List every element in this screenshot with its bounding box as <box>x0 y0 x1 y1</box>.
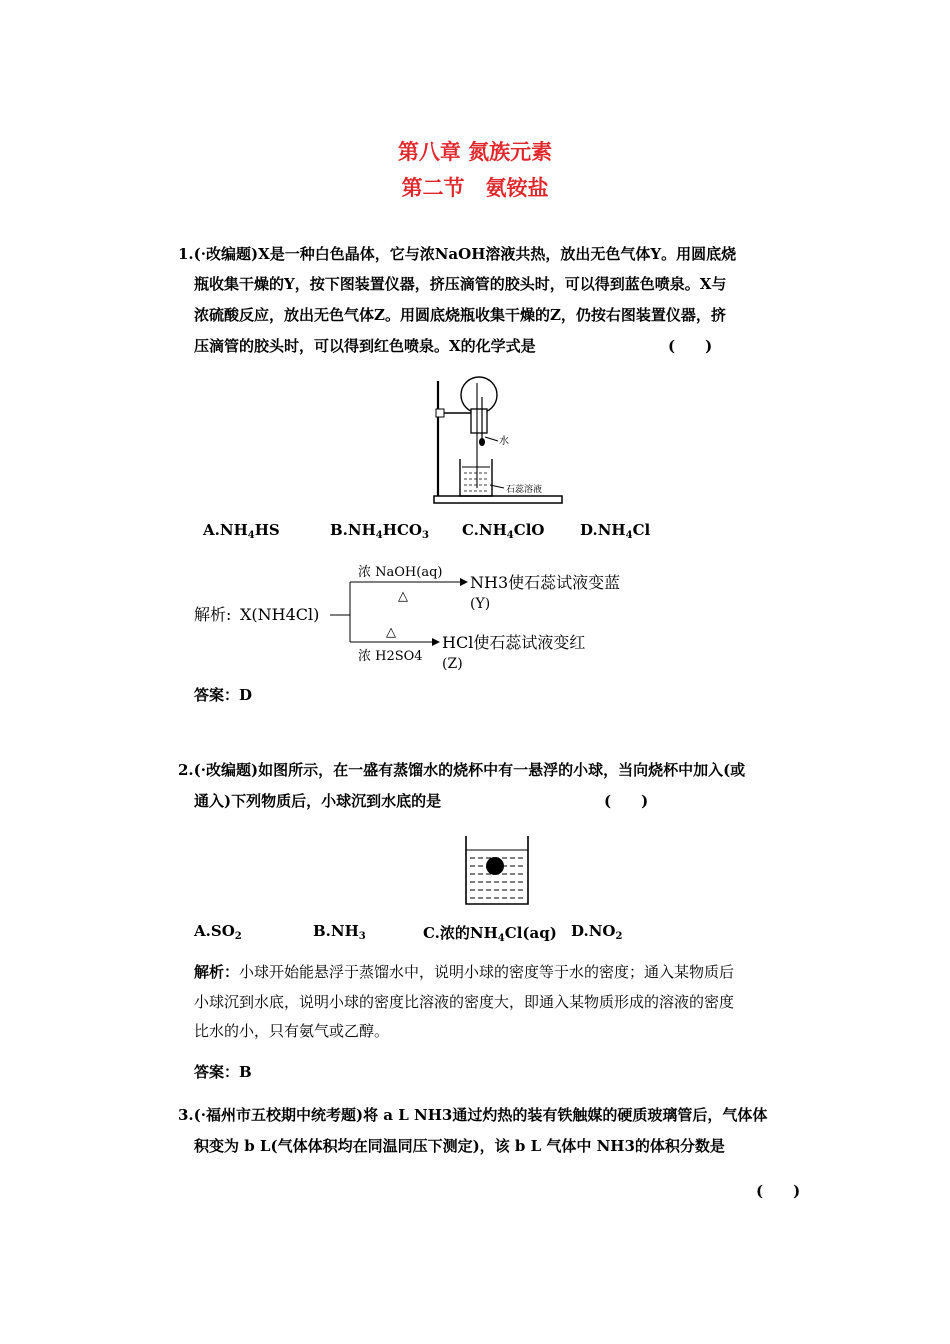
q2-analysis-line-1: 解析：小球开始能悬浮于蒸馏水中，说明小球的密度等于水的密度；通入某物质后 <box>194 963 735 981</box>
q1-line-1 <box>178 243 736 264</box>
solution-lines <box>464 473 488 491</box>
flask-neck <box>471 409 487 433</box>
top-label: (Y) <box>470 596 491 612</box>
floating-ball <box>486 857 504 875</box>
q2-option-d: $D.NO_2$ <box>571 922 623 942</box>
top-product: NH3使石蕊试液变蓝 <box>470 573 621 592</box>
q2-text-1: 如图所示，在一盛有蒸馏水的烧杯中有一悬浮的小球，当向烧杯中加入(或 <box>258 761 746 779</box>
q2-number: 2.(·改编题) <box>178 761 259 779</box>
q1-blank: ( ) <box>668 337 713 355</box>
q2-analysis-line-2: 小球沉到水底，说明小球的密度比溶液的密度大，即通入某物质形成的溶液的密度 <box>194 993 735 1011</box>
q1-number: 1.(·改编题) <box>178 245 259 263</box>
reactant-formula: X(NH4Cl) <box>240 605 320 624</box>
q1-line-2: 瓶收集干燥的Y，按下图装置仪器，挤压滴管的胶头时，可以得到蓝色喷泉。X与 <box>194 275 727 293</box>
bottom-product: HCl使石蕊试液变红 <box>442 633 586 652</box>
q2-option-a: $A.SO_2$ <box>194 922 242 942</box>
q3-line-1 <box>178 1104 767 1125</box>
fountain-apparatus-figure <box>424 375 594 510</box>
solution-label: 石蕊溶液 <box>506 485 543 495</box>
q3-text-1: 将 a L NH3通过灼热的装有铁触媒的硬质玻璃管后，气体体 <box>363 1106 768 1124</box>
q2-analysis-label: 解析： <box>194 963 240 981</box>
q3-blank: ( ) <box>756 1182 801 1200</box>
bottom-condition: 浓 H2SO4 <box>358 649 423 664</box>
q2-line-2: 通入)下列物质后，小球沉到水底的是 <box>194 792 442 810</box>
q1-option-a: $A.NH_4HS$ <box>203 521 280 541</box>
beaker-ball-figure <box>461 834 533 908</box>
q1-line-4: 压滴管的胶头时，可以得到红色喷泉。X的化学式是 <box>194 337 536 355</box>
reaction-scheme <box>192 560 652 680</box>
water-pointer <box>485 437 498 441</box>
q3-number: 3.(·福州市五校期中统考题) <box>178 1106 364 1124</box>
q1-option-d: $D.NH_4Cl$ <box>580 521 651 541</box>
analysis-prefix: 解析: <box>194 605 232 624</box>
bottom-heat: △ <box>386 625 396 640</box>
bottom-label: (Z) <box>442 656 463 672</box>
q1-answer: 答案：D <box>194 686 253 704</box>
stand-base <box>434 496 562 503</box>
chapter-title: 第八章 氮族元素 <box>397 139 553 164</box>
q1-option-b: $B.NH_4HCO_3$ <box>330 521 429 541</box>
clamp-box <box>436 409 444 417</box>
q2-line-1 <box>178 759 745 780</box>
section-title: 第二节 氨铵盐 <box>401 175 549 200</box>
q2-blank: ( ) <box>604 792 649 810</box>
q2-option-b: $B.NH_3$ <box>313 922 366 942</box>
dropper-bulb <box>479 438 485 446</box>
q3-line-2: 积变为 b L(气体体积均在同温同压下测定)，该 b L 气体中 NH3的体积分数是 <box>194 1137 725 1155</box>
q1-option-c: $C.NH_4ClO$ <box>462 521 545 541</box>
top-heat: △ <box>398 589 408 604</box>
q2-answer: 答案：B <box>194 1063 252 1081</box>
q1-line-3: 浓硫酸反应，放出无色气体Z。用圆底烧瓶收集干燥的Z，仍按右图装置仪器，挤 <box>194 306 726 324</box>
water-label: 水 <box>499 436 509 447</box>
q2-analysis-line-3: 比水的小，只有氨气或乙醇。 <box>194 1022 390 1040</box>
q2-option-c: C.浓的$NH_4Cl(aq)$ <box>423 924 557 944</box>
beaker <box>460 459 492 496</box>
top-condition: 浓 NaOH(aq) <box>358 565 443 580</box>
q1-text-1: X是一种白色晶体，它与浓NaOH溶液共热，放出无色气体Y。用圆底烧 <box>258 245 737 263</box>
round-flask <box>461 377 497 413</box>
